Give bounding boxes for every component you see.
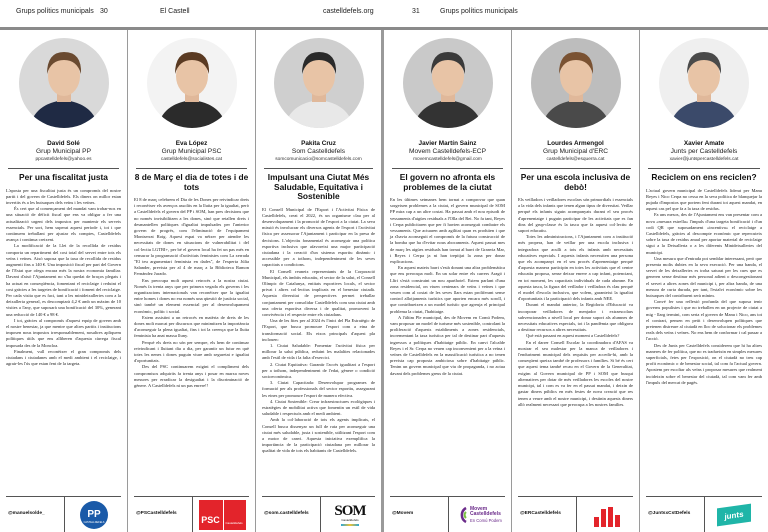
- paragraph: A l'últim Ple municipal, des de Movem en Comú Podem, vam proposar un model de turisme més sostenible, controlant la proliferació d'aquests establiments a zones residencials, incrementant la taxa turística per tal de destinar part d'aquests ingressos a polítiques d'habitatge públic. En canvi l'alcalde Reyes i el Sr. Cerpa no veuen cap inconvenient per a la veïna i veïnes de Castelldefels en la massificació turística a no tenen prevista cap proposta ambiciosa sobre d'habitatge públic. Tenim un govern municipal que viu de propaganda, i no actua davant dels problemes greus de la ciutat.: [390, 314, 505, 376]
- group-name: Junts per Castelldefels: [670, 148, 738, 155]
- paragraph: Fa uns mesos, des de l'Ajuntament ens van presentar com a nova «mesura estrella» l'impuls d'una targeta bonificació i d'un codi QR que suposadament «incentiva» el reciclatge a Castelldefels, gràcies al descompte econòmic que repercuteix sobre la taxa de residus anual per aportar material de reciclatge sigui a la Deixalleria o a les diferents Minideixalleries del municipi.: [646, 212, 762, 255]
- party-logo: [454, 499, 502, 531]
- social-handle[interactable]: @PSCastelldefels: [136, 511, 177, 516]
- column-footer: [6, 496, 121, 532]
- party-logo: [710, 499, 758, 531]
- paragraph: En el darrer Consell Escolar la coordinadora d'AFAS va mostrar el seu malestar per la manca de vetlladores i l'enduriment municipal dels requisits per accedir-hi, amb la conseqüent queixa també de professors i famílies. Si bé és cert que aquest tema també recau en el Govern de la Generalitat, exigim al Govern municipal de PP i SOM que busqui alternatives per dotar de més vetlladores les escoles del nostre municipi, tal i com es va fer en el passat mandat, i deixin de gastar diners públics en més festes de nova creació que res tenen a veure amb el nostre municipi, i destinin aquests diners allò realment necessari que preocupa a les nostres famílies.: [518, 339, 633, 407]
- social-handle[interactable]: @som.castelldefels: [264, 511, 309, 516]
- divider: [392, 168, 503, 169]
- social-handle[interactable]: @JuntsxCstDefels: [648, 511, 691, 516]
- footer-divider: [64, 497, 65, 532]
- article-body: [262, 207, 375, 455]
- paragraph: El 8 de març celebrem el Dia de les Dones per reivindicar drets i reconèixer els avenços assolits en la lluita per la igualtat, però a Castelldefels el govern del PP i SOM, han pres decisions que no només invisibilitzen a les dones, sinó que retallen drets i desmantellen polítiques d'igualtat impulsades per l'anterior govern de progrés, com l'eliminació de l'equipament Montserrat Roig. Aquest espai va néixer per atendre les necessitats de dones en situacions de vulnerabilitat i del col·lectiu LGTBI+, per bé el govern local ha fet un pas més en censurar la programació d'activitats feministes com La xerrada "El teu argumentari feminista en dades", de l'experta Júlia Salander, prevista per al 4 de març a la Biblioteca Ramon Fernández Jurado.: [134, 197, 249, 277]
- column-som: [256, 30, 384, 532]
- group-name: Som Castelldefels: [291, 148, 346, 155]
- column-footer: [134, 496, 249, 532]
- paragraph: Perquè els drets no són per sempre, els hem de continuar reivindicant i lluitant dia a dia, per garantir un futur en què totes les nenes i dones puguin viure amb seguretat e igualtat d'oportunitats.: [134, 339, 249, 364]
- author-name: David Solé: [47, 140, 80, 147]
- party-logo: [70, 499, 118, 531]
- article-body: [6, 188, 121, 368]
- paragraph: Convé fer una reflexió profunda del que suposa tenir governs populistes i que no treballen en un projecte de ciutat a mig - llarg termini, com seria el govern de Manu i Nico, ans tot el contrari, pensen en petit i desenvolupen polítiques que pretenen distreure al ciutadà en lloc de solucionar els problemes reals dels veïns i veïnes. No ens hem de conformar i cal passar a l'acció.: [646, 299, 762, 342]
- email-link[interactable]: somcomunicacio@somcastelldefels.com: [275, 157, 362, 162]
- publication-name: El Castell: [160, 8, 190, 15]
- column-junts: [640, 30, 768, 532]
- author-photo: [147, 38, 237, 128]
- article-body: [518, 197, 633, 408]
- article-headline: Per una escola inclusiva de debò!: [520, 172, 631, 192]
- paragraph: En aquest mateix barri s'està donant una altra problemàtica que ens preocupa molt. En un solar entre els carrers Aragó i Llíri s'està construint un nou aparthotel. Estem parlant d'una zona residencial, on viuen centenars de veïns i veïnes i que veuen com al costat de les seves llars estan proliferant sense control allotjaments turístics que aporten encara més soroll, i que contribueixen a un model turístic que agreuja el principal problema la ciutat, l'habitatge.: [390, 265, 505, 314]
- divider: [136, 168, 247, 169]
- junts-logo: junts: [717, 504, 751, 527]
- paragraph: Durant el mandat anterior, la Regidoria d'Educació va incorporar vetlladores de menjador i extraescolars subvencionades a nivell local per donar suport als alumnes de necessitats educatives especials, tot i la pandèmia que obligava a destinar recursos a altres necessitats.: [518, 302, 633, 333]
- article-body: [390, 197, 505, 377]
- som-logo: SOM Castelldefels: [334, 504, 365, 526]
- movem-logo: Movem Castelldefels En Comú Podem: [454, 506, 502, 524]
- social-handle[interactable]: @ERCastelldefels: [520, 511, 561, 516]
- email-link[interactable]: castelldefels@esquerra.cat: [546, 157, 605, 162]
- footer-divider: [576, 497, 577, 532]
- svg-text:CASTELLDEFELS: CASTELLDEFELS: [83, 521, 105, 524]
- column-footer: [390, 496, 505, 532]
- column-movem: [384, 30, 512, 532]
- social-handle[interactable]: @manuelsolde_: [8, 511, 45, 516]
- column-erc: [512, 30, 640, 532]
- footer-divider: [704, 497, 705, 532]
- article-headline: El govern no afronta els problemes de la ciutat: [399, 172, 496, 192]
- website-link[interactable]: castelldefels.org: [323, 8, 374, 15]
- email-link[interactable]: ppcastelldefels@yahoo.es: [35, 157, 92, 162]
- email-link[interactable]: xavier@juntspercastelldefels.cat: [669, 157, 739, 162]
- author-photo: [19, 38, 109, 128]
- paragraph: És cert que al començament del mandat vam trobar-nos en una situació de dèficit fiscal que ens va obligar a fer una actualització urgent dels impostos per mantenir els serveis essencials. Per sort, hem superat aquest període i, tot i que continuem treballant per ajustar els comptes, Castelldefels avança i continua creixent.: [6, 206, 121, 243]
- section-title-left: Grups polítics municipals: [16, 8, 94, 15]
- group-name: Grup Municipal PSC: [161, 148, 222, 155]
- footer-divider: [448, 497, 449, 532]
- column-footer: [646, 496, 762, 532]
- author-photo: [403, 38, 493, 128]
- paragraph: 4. Ciutat Sostenible: Crear infraestructures ecològiques i estratègies de mobilitat activa que fomentin un estil de vida saludable i respectuós amb el medi ambient.: [262, 398, 375, 417]
- author-photo: [274, 38, 364, 128]
- author-name: Pakita Cruz: [301, 140, 336, 147]
- paragraph: Una de les fites per al 2024 és l'inici del Pla Estratègic de l'Esport, que busca promoure l'esport com a eina de transformació social. Els eixos principals d'aquest pla inclouen:: [262, 318, 375, 342]
- paragraph: 1. Ciutat Saludable: Fomentar l'activitat física per millorar la salut pública, reduint les malalties relacionades amb l'estil de vida i la falta d'exercici.: [262, 342, 375, 361]
- divider: [264, 168, 373, 169]
- paragraph: En les últimes setmanes hem tornat a comprovar que quan sorgeixen problemes a la ciutat, el govern municipal de SOM PP mira cap a un altre costat. Ha passat amb el nou episodi de vessaments d'aigües residuals a l'Olla del Rei. No fa tant, Reyes i Cerpa publicitaren que per fi havien aconseguit combatre els vessaments. Que actuaren amb agilitat quan es produïen i que ja s'havia aconseguit el compromís de la futura construcció de la bomba que ha d'evitar nous abocaments. Aquest passat mes de març les aigües residuals han tornat al barri de Granvia Mar, i Reyes i Cerpa ja ni han trepitjat la zona per donar explicacions.: [390, 197, 505, 265]
- group-name: Grup Municipal d'ERC: [542, 148, 609, 155]
- svg-text:PP: PP: [87, 509, 101, 520]
- paragraph: Des de Junts per Castelldefels considerem que hi ha altres maneres de fer política, que no es tradueixin en simples mesures superficials, fetes per l'exposició, on el ciutadà no treu cap profit econòmic o de benestar social, tal com fa l'actual govern. Apostem per escoltar als veïns i proposar mesures que realment incideixin sobre el benestar del ciutadà, tal com vam fer amb l'impuls del mercat de pagès.: [646, 342, 762, 385]
- party-logo: [326, 499, 374, 531]
- group-name: Movem Castelldefels-ECP: [409, 148, 486, 155]
- column-pp: [0, 30, 128, 532]
- footer-divider: [320, 497, 321, 532]
- erc-logo: [591, 503, 621, 527]
- author-photo: [659, 38, 749, 128]
- paragraph: Ens preocupa molt aquest retrocés a la nostra ciutat. Només fa trenta anys que per primera vegada els governs i les organitzacions internacionals van reconèixer que la igualtat entre homes i dones no era només una qüestió de justícia social, sinó també un element essencial per al desenvolupament econòmic, polític i social.: [134, 277, 249, 314]
- psc-logo: PSC Castelldefels: [199, 500, 246, 530]
- paragraph: L'actual govern municipal de Castelldefels liderat per Manu Reyes i Nico Cerpa no cessa en la seva política de blanquejar la pujada d'impostos que portem fent durant tot aquest mandat, en aquest cas pel que fa a la taxa de residus.: [646, 187, 762, 212]
- author-name: Javier Martín Sainz: [418, 140, 477, 147]
- article-body: [134, 197, 249, 389]
- page-number-right: 31: [412, 8, 420, 15]
- email-link[interactable]: movemcastelldefels@gmail.com: [413, 157, 482, 162]
- paragraph: Estem assistint a un retrocés en matèria de drets de les dones molt marcat per discursos que minimitzen la importància d'aconseguir la plena igualtat, fins i tot la creença que la lluita feminista ha anat massa lluny.: [134, 314, 249, 339]
- author-photo: [531, 38, 621, 128]
- email-link[interactable]: castelldefels@socialistes.cat: [160, 157, 223, 162]
- social-handle[interactable]: @Movem: [392, 511, 414, 516]
- paragraph: Què està passant en aquest moment a Castelldefels?: [526, 333, 620, 339]
- divider: [648, 168, 760, 169]
- divider: [520, 168, 631, 169]
- party-logo: [582, 499, 630, 531]
- footer-divider: [192, 497, 193, 532]
- page-header: [0, 0, 768, 27]
- party-logo: [198, 499, 246, 531]
- section-title-right: Grups polítics municipals: [440, 8, 518, 15]
- paragraph: La modificació de la Llei de la recollida de residus comporta un repartiment del cost total del servei entre tots els veïns i veïnes. Això suposa que la taxa de recollida de residus augmenti fins a 140 €. Una imposició fiscal per part del Govern de l'Estat que ofega encara més la nostra economia familiar. Davant d'això l'Ajuntament no s'ha quedat de braços plegats i ha actuat en conseqüència, fomentant el reciclatge i reduint el cost gràcies a les targetes de bonificació i foment del reciclatge. Per cada visita que es faci, tant a les minideixalleries com a la deixalleria general, es descomptarà 4,2 € amb un màxim de 10 visites a l'any, que suposarà una bonificació del 30%, generant una reducció de 140 € a 98 €.: [6, 243, 121, 317]
- column-footer: [262, 496, 375, 532]
- article-headline: Impulsant una Ciutat Més Saludable, Equitativa i Sostenible: [267, 172, 370, 201]
- article-headline: Per una fiscalitat justa: [19, 172, 108, 182]
- paragraph: Una mesura que d'entrada pot semblar interessant, però que presenta molts dubtes en la seva execució. Per una banda, el servei de les deixalleries es troba saturat per les cues que es generen sense destinar més personal adient o descongestionant el servei a altres zones del municipi i, per altra banda, de una mesura de curta durada, per tant, l'estalvi econòmic sobre les butxaques del contribuent serà mínim.: [646, 255, 762, 298]
- paragraph: Amb la col·laboració de tots els agents implicats, el Consell busca dissenyar un full de ruta per aconseguir una ciutat més saludable, justa i sostenible, utilitzant l'esport com a motor de canvi. Aquesta iniciativa exemplifica la importància de la participació ciutadana per millorar la qualitat de vida de tots els habitants de Castelldefels.: [262, 417, 375, 454]
- paragraph: Totes les administracions, i l'Ajuntament com a institució més propera, han de vetllar per una escola inclusiva i integradora que aculli a tots els infants amb necessitats educatives especials. I aquests infants necessiten una persona que els acompanyi en el seu procés d'aprenentatge perquè d'aquesta manera participin en totes les activitats que el centre educatiu proposa, sense deixar enrere a cap infant, potenciant, en tot moment, les capacitats individuals de cada alumne. En aquesta tasca, la figura del vetllador i vetlladora és clau perquè el model d'escola inclusiva, que volem, garanteixi la igualtat d'oportunitats i la participació dels infants amb NEE.: [518, 234, 633, 302]
- pp-logo: [79, 500, 109, 530]
- paragraph: L'aposta per una fiscalitat justa és un compromís del nostre partit i del govern de Castelldefels. Els diners on millor estan invertits és a les butxaques dels veïns i les veïnes.: [6, 187, 121, 205]
- paragraph: El Consell reuneix representants de la Corporació Municipal, els àmbits educatiu, el sector de la salut, el Consell Olímpic de Catalunya, entitats esportives locals, el sector privat i altres col·lectius implicats en el benestar ciutadà. Aquesta diversitat de perspectives permet treballar conjuntament per consolidar Castelldefels com una ciutat amb una oferta esportiva diversa i de qualitat, promovent la convivència i el respecte entre els ciutadans.: [262, 268, 375, 317]
- paragraph: Els vetlladors i vetlladores escolars són primordials i essencials a la vida dels infants que tenen algun tipus de diversitat. Vetllar perquè els infants siguin acompanyats durant el seu procés d'aprenentatge i puguin participar de les activitats que es fan dins del grup-classe és la tasca que fa aquest col·lectiu de suport educatiu.: [518, 197, 633, 234]
- page-number-left: 30: [100, 8, 108, 15]
- columns: [0, 30, 768, 532]
- article-headline: Reciclem on ens reciclen?: [651, 172, 757, 182]
- divider: [8, 168, 119, 169]
- author-name: Eva López: [175, 140, 208, 147]
- paragraph: El Consell Municipal de l'Esport i l'Activitat Física de Castelldefels, creat el 2022, és un organisme clau per al desenvolupament i la promoció de l'esport a la ciutat. La seva missió és involucrar els diversos agents de l'esport i l'activitat física per assessorar l'Ajuntament i participar en la presa de decisions. L'objectiu fonamental és aconseguir una política esportiva inclusiva que afavoreixi una major participació ciutadana i la creació d'un sistema esportiu dinàmic i accessible per a tothom, independentment de les seves capacitats o condicions.: [262, 206, 375, 268]
- article-headline: 8 de Març el dia de totes i de tots: [134, 172, 249, 192]
- group-name: Grup Municipal PP: [36, 148, 91, 155]
- paragraph: Des del PSC continuarem exigint el compliment dels compromisos adquirits fa trenta anys i posar en marxa noves mesures per erradicar la desigualtat i la discriminació de gènere. A Castelldefels ni un pas enrere!!: [134, 364, 249, 389]
- paragraph: 3. Ciutat Capacitada: Desenvolupar programes de formació per als professionals del sector esportiu, assegurant les eines per promoure l'esport de manera efectiva.: [262, 380, 375, 398]
- paragraph: I tot, gràcies al compromís d'aquest equip de govern amb el nostre benestar, ja que mentre que altres partits i institucions imposen nous impostos irresponsablement, nosaltres apliquem polítiques útils que ens alliberen d'aquesta càrrega fiscal imposada des de la Moncloa.: [6, 317, 121, 348]
- author-name: Lourdes Armengol: [547, 140, 604, 147]
- column-psc: [128, 30, 256, 532]
- article-body: [646, 188, 762, 387]
- paragraph: 2. Ciutat Equitativa: Garantir l'accés igualitari a l'esport per a tothom, independentment de l'edat, gènere o condició socioeconòmica.: [262, 361, 375, 379]
- paragraph: Finalment, vull reconèixer el gran compromís dels ciutadans i ciutadanes amb el medi ambient i el reciclatge, i agrair-les l'ús que estan fent de la targeta.: [6, 348, 121, 367]
- column-footer: [518, 496, 633, 532]
- author-name: Xavier Amate: [683, 140, 725, 147]
